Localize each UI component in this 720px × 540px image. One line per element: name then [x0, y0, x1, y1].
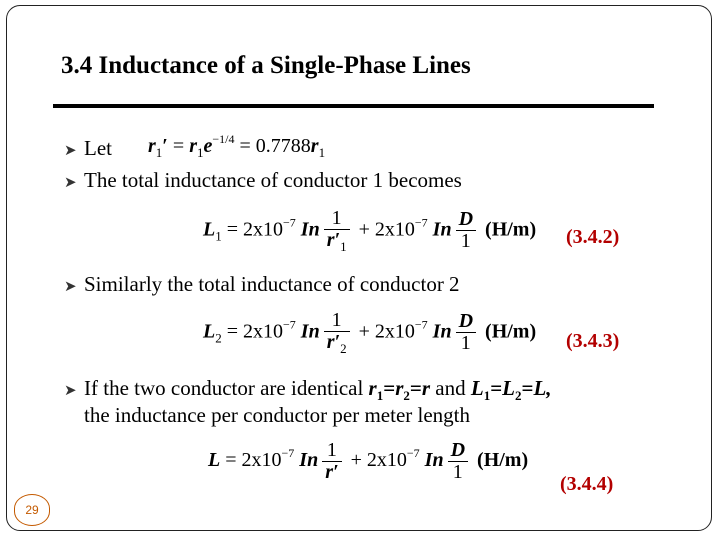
title-underline	[53, 104, 654, 108]
equation-number-3-4-3: (3.4.3)	[566, 330, 620, 352]
bullet-arrow-icon: ➤	[64, 143, 77, 159]
page-number-badge: 29	[14, 494, 50, 526]
bullet-total-inductance: ➤ The total inductance of conductor 1 becomes	[64, 168, 462, 192]
bullet-arrow-icon: ➤	[64, 383, 77, 399]
bullet-let: ➤ Let	[64, 136, 112, 160]
slide-title: 3.4 Inductance of a Single-Phase Lines	[61, 52, 471, 79]
bullet-identical-line2: the inductance per conductor per meter length	[84, 403, 470, 427]
equation-3-4-3: $L_2 = 2x10^{-7}$ In $\frac{1}{r'_2}$ + $2x10^{-7}$ In $\frac{D}{1}$ (H/m)	[203, 309, 537, 356]
equation-let: $r_1' = r_1e^{-1/4} = 0.7788r_1$	[148, 132, 326, 160]
bullet-similarly: ➤ Similarly the total inductance of conductor 2	[64, 272, 460, 296]
bullet-arrow-icon: ➤	[64, 175, 77, 191]
bullet-identical-conductors: ➤ If the two conductor are identical $r_1=r_2=r$ and $L_1=L_2=L$,	[64, 376, 552, 404]
equation-3-4-4: $L = 2x10^{-7}$ In $\frac{1}{r'}$ + $2x10^{-7}$ In $\frac{D}{1}$ (H/m)	[208, 439, 529, 483]
bullet-arrow-icon: ➤	[64, 279, 77, 295]
equation-3-4-2: $L_1 = 2x10^{-7}$ In $\frac{1}{r'_1}$ + $2x10^{-7}$ In $\frac{D}{1}$ (H/m)	[203, 207, 537, 254]
equation-number-3-4-2: (3.4.2)	[566, 226, 620, 248]
equation-number-3-4-4: (3.4.4)	[560, 473, 614, 495]
